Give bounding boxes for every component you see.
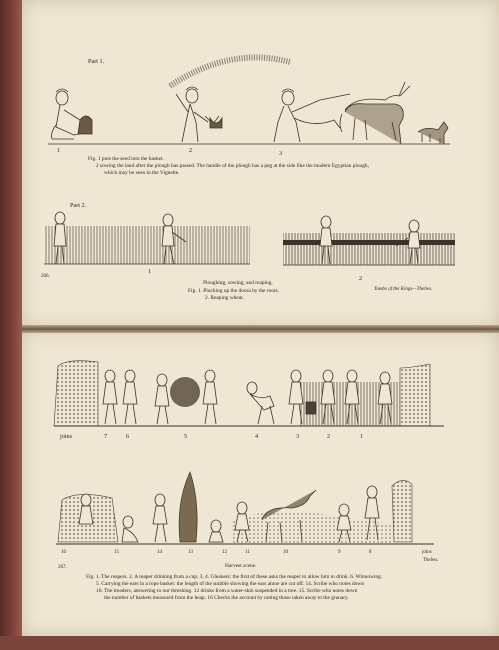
page-number: 266. <box>41 274 50 279</box>
row2-number: 11 <box>245 550 250 555</box>
place-label: Thebes. <box>423 558 439 563</box>
part1-number: 1 <box>57 147 61 154</box>
row1-number: 5 <box>184 433 188 440</box>
row1-number: 1 <box>360 433 364 440</box>
row2-number: 10 <box>283 550 288 555</box>
part1-number: 3 <box>279 150 283 157</box>
caption-line: the number of baskets measured from the heap. 16 Checks the account by noting those taken away to the granary. <box>104 595 349 601</box>
part2-label: Part 2. <box>70 202 87 209</box>
part1-label: Part 1. <box>88 58 105 65</box>
caption-line: 10. The treaders, answering to our threshing. 12 drinks from a water-skin suspended in a tree. 15. Scribe who notes down <box>96 588 358 594</box>
part1-number: 2 <box>189 147 193 154</box>
row2-number: 14 <box>157 550 162 555</box>
row2-number: 13 <box>188 550 193 555</box>
page-number: 267. <box>58 565 67 570</box>
part1-caption-line: Fig. 1 puts the seed into the basket. <box>88 156 164 162</box>
caption-line: Fig. 1. The reapers. 2. A reaper drinking from a cup. 3, 4. Gleaners: the first of these asks the reaper to allow him to drink. 6. Winnowing. <box>86 574 383 580</box>
row1-number: 2 <box>327 433 331 440</box>
part1-caption-line: which may be seen in the Vignette. <box>104 170 180 176</box>
row2-joins-label: joins <box>422 550 432 555</box>
row1-joins-label: joins <box>60 433 73 440</box>
row1-number: 4 <box>255 433 259 440</box>
row1-number: 3 <box>296 433 300 440</box>
part1-caption-line: 2 sowing the land after the plough has passed. The handle of the plough has a peg at the side like the modern Egyptian plough, <box>96 163 369 169</box>
row2-number: 8 <box>369 550 372 555</box>
row2-number: 15 <box>114 550 119 555</box>
figure-caption-line: Fig. 1. Plucking up the doora by the roots. <box>188 288 279 294</box>
row2-number: 12 <box>222 550 227 555</box>
figure-caption-line: 2. Reaping wheat. <box>205 295 244 301</box>
part2-number: 2 <box>359 275 363 282</box>
scene-title: Harvest scene. <box>225 563 257 569</box>
caption-line: 5. Carrying the ears in a rope basket: the length of the stubble showing the ears alone are cut off. 14. Scribe who notes down <box>96 581 365 587</box>
section-title: Ploughing, sowing, and reaping. <box>203 280 273 286</box>
row2-number: 16 <box>61 550 66 555</box>
part2-number: 1 <box>148 268 152 275</box>
source-note: Tombs of the Kings—Thebes. <box>374 287 433 292</box>
row2-number: 9 <box>338 550 341 555</box>
row1-number: 7 <box>104 433 108 440</box>
row1-number: 6 <box>126 433 130 440</box>
